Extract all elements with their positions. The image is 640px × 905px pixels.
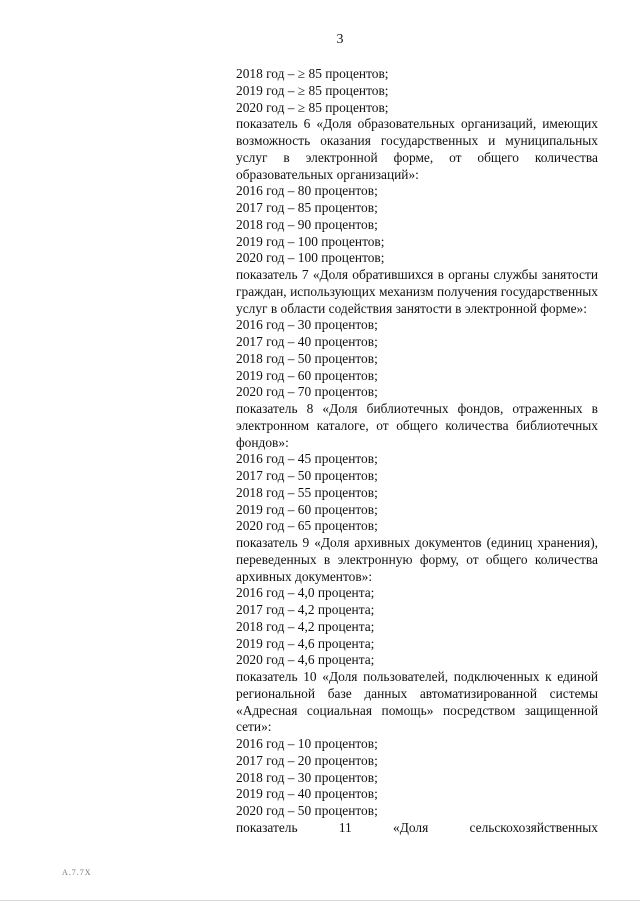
year-line: 2016 год – 45 процентов; bbox=[236, 451, 378, 467]
page-edge-divider bbox=[0, 900, 640, 901]
year-line: 2018 год – 30 процентов; bbox=[236, 769, 378, 785]
year-line: 2019 год – 40 процентов; bbox=[236, 786, 378, 802]
year-line: 2018 год – 4,2 процента; bbox=[236, 618, 375, 634]
year-line: 2017 год – 40 процентов; bbox=[236, 334, 378, 349]
year-line: 2018 год – 55 процентов; bbox=[236, 484, 378, 500]
year-line: 2019 год – ≥ 85 процентов; bbox=[236, 82, 389, 98]
year-line: 2016 год – 30 процентов; bbox=[236, 317, 378, 333]
year-line: 2016 год – 4,0 процента; bbox=[236, 585, 375, 601]
year-line: 2020 год – 100 процентов; bbox=[236, 250, 385, 266]
indicator-7-text: показатель 7 «Доля обратившихся в органы службы занятости граждан, использующих механизм получения государственных услуг в области содействия занятости в электронной форме»: bbox=[236, 267, 598, 316]
year-line: 2019 год – 60 процентов; bbox=[236, 501, 378, 517]
year-line: 2019 год – 60 процентов; bbox=[236, 367, 378, 383]
year-line: 2019 год – 100 процентов; bbox=[236, 233, 385, 249]
indicator-10-text: показатель 10 «Доля пользователей, подключенных к единой региональной базе данных автоматизированной системы «Адресная социальная помощь» посредством защищенной сети»: bbox=[236, 669, 598, 735]
year-line: 2019 год – 4,6 процента; bbox=[236, 635, 375, 651]
indicator-11-text: показатель 11 «Доля сельскохозяйственных bbox=[236, 819, 598, 835]
year-line: 2020 год – 50 процентов; bbox=[236, 803, 378, 818]
year-line: 2020 год – 70 процентов; bbox=[236, 384, 378, 400]
year-line: 2020 год – ≥ 85 процентов; bbox=[236, 99, 389, 115]
year-line: 2018 год – ≥ 85 процентов; bbox=[236, 66, 389, 81]
year-line: 2018 год – 50 процентов; bbox=[236, 350, 378, 366]
year-line: 2020 год – 65 процентов; bbox=[236, 518, 378, 534]
indicator-8-text: показатель 8 «Доля библиотечных фондов, отраженных в электронном каталоге, от общего количества библиотечных фондов»: bbox=[236, 401, 598, 450]
year-line: 2017 год – 4,2 процента; bbox=[236, 602, 375, 617]
year-line: 2016 год – 80 процентов; bbox=[236, 183, 378, 199]
year-line: 2017 год – 20 процентов; bbox=[236, 752, 378, 768]
year-line: 2017 год – 85 процентов; bbox=[236, 200, 378, 215]
page-number: 3 bbox=[336, 32, 344, 47]
year-line: 2017 год – 50 процентов; bbox=[236, 468, 378, 483]
document-body bbox=[236, 66, 598, 837]
indicator-9-text: показатель 9 «Доля архивных документов (единиц хранения), переведенных в электронную форму, от общего количества архивных документов»: bbox=[236, 535, 598, 584]
year-line: 2020 год – 4,6 процента; bbox=[236, 652, 375, 668]
year-line: 2016 год – 10 процентов; bbox=[236, 736, 378, 751]
year-line: 2018 год – 90 процентов; bbox=[236, 216, 378, 232]
indicator-6-text: показатель 6 «Доля образовательных организаций, имеющих возможность оказания государственных и муниципальных услуг в электронной форме, от общего количества образовательных организаций»: bbox=[236, 116, 598, 182]
document-code: А.7.7Х bbox=[62, 868, 92, 877]
